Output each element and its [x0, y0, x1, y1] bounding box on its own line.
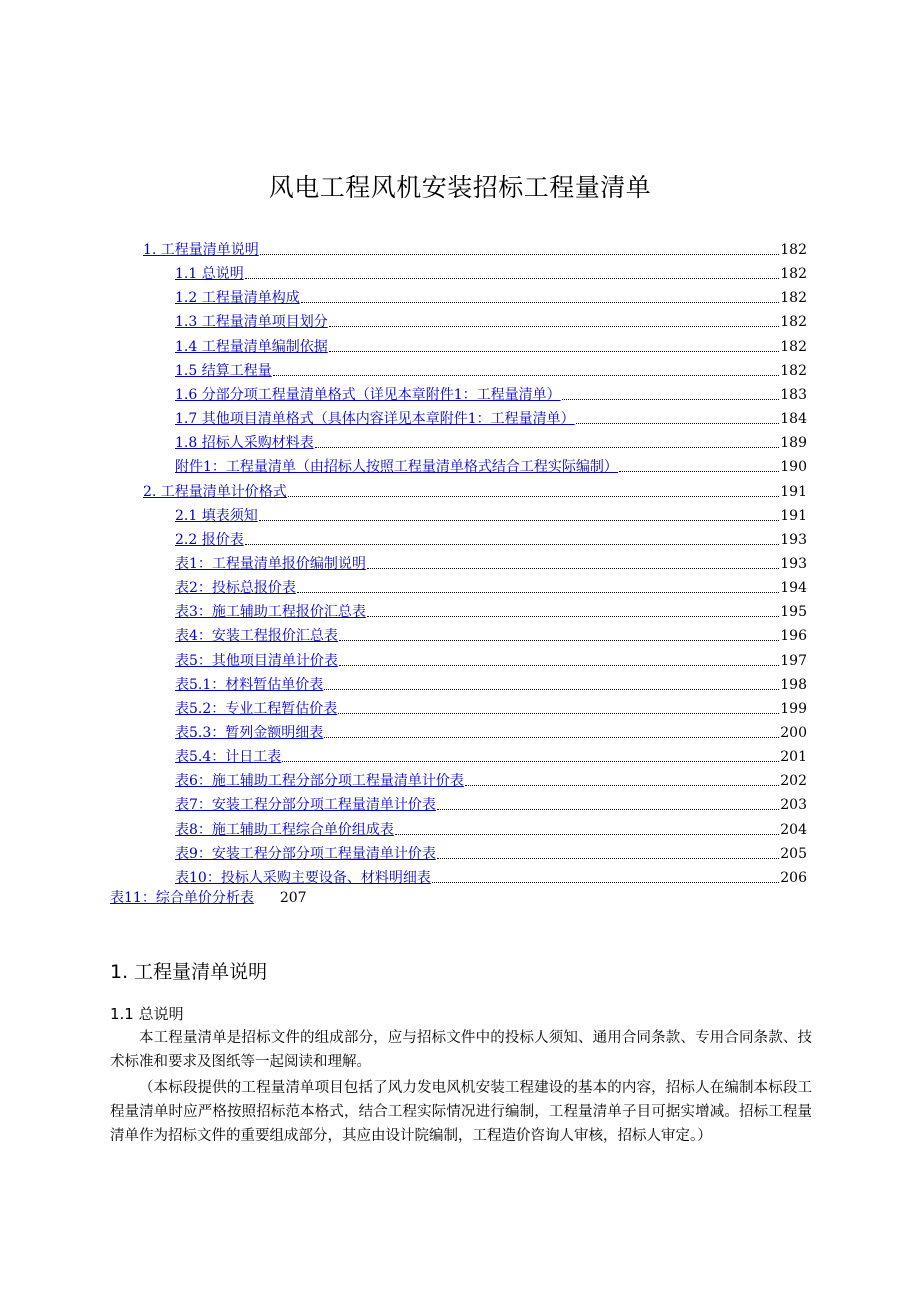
toc-link[interactable]: 表3：施工辅助工程报价汇总表	[175, 604, 366, 621]
toc-entry[interactable]	[175, 430, 807, 452]
toc-page-number: 195	[780, 604, 807, 621]
toc-link[interactable]: 1.2 工程量清单构成	[175, 290, 300, 307]
toc-leader-dots	[432, 881, 779, 883]
toc-entry[interactable]	[175, 648, 807, 670]
toc-leader-dots	[245, 277, 780, 279]
toc-link[interactable]: 2.1 填表须知	[175, 507, 258, 524]
toc-leader-dots	[297, 591, 779, 593]
toc-page-number: 200	[780, 725, 807, 741]
toc-page-number: 199	[780, 700, 807, 717]
toc-page-number: 198	[780, 676, 807, 693]
toc-page-number: 203	[780, 797, 807, 814]
toc-entry[interactable]	[175, 334, 807, 356]
toc-link[interactable]: 附件1：工程量清单（由招标人按照工程量清单格式结合工程实际编制）	[175, 459, 618, 476]
toc-entry[interactable]	[175, 309, 807, 331]
toc-link[interactable]: 1.4 工程量清单编制依据	[175, 338, 328, 355]
toc-page-number: 182	[780, 266, 807, 283]
toc-leader-dots	[329, 325, 780, 327]
toc-leader-dots	[259, 519, 780, 521]
toc-leader-dots	[437, 808, 779, 810]
toc-page-number: 193	[780, 531, 807, 548]
toc-leader-dots	[315, 446, 780, 448]
toc-entry[interactable]	[175, 285, 807, 307]
toc-leader-dots	[339, 664, 779, 666]
toc-entry[interactable]	[175, 358, 807, 380]
toc-entry[interactable]	[175, 261, 807, 283]
toc-leader-dots	[395, 833, 779, 835]
toc-page-number: 194	[780, 580, 807, 597]
toc-page-number: 182	[780, 314, 807, 331]
toc-entry[interactable]	[175, 841, 807, 863]
subsection-heading: 1.1 总说明	[110, 1005, 184, 1023]
toc-entry[interactable]	[175, 792, 807, 814]
toc-page-number: 182	[780, 242, 807, 258]
toc-link[interactable]: 表1：工程量清单报价编制说明	[175, 555, 366, 572]
toc-entry[interactable]	[175, 503, 807, 525]
toc-entry[interactable]	[175, 672, 807, 694]
toc-page-number: 204	[780, 821, 807, 838]
toc-link[interactable]: 表11：综合单价分析表	[110, 890, 254, 906]
toc-page-number: 190	[780, 459, 807, 476]
toc-entry[interactable]	[175, 382, 807, 404]
toc-entry[interactable]	[175, 817, 807, 839]
toc-link[interactable]: 表4：安装工程报价汇总表	[175, 628, 338, 645]
toc-page-number: 182	[780, 290, 807, 307]
toc-link[interactable]: 1.7 其他项目清单格式（具体内容详见本章附件1：工程量清单）	[175, 411, 575, 428]
toc-link[interactable]: 表9：安装工程分部分项工程量清单计价表	[175, 845, 436, 862]
toc-entry[interactable]	[175, 406, 807, 428]
toc-leader-dots	[282, 760, 779, 762]
toc-page-number: 184	[780, 411, 807, 428]
toc-entry[interactable]	[175, 551, 807, 573]
toc-leader-dots	[245, 543, 780, 545]
toc-page-number: 205	[780, 845, 807, 862]
toc-leader-dots	[367, 615, 779, 617]
toc-link[interactable]: 1.1 总说明	[175, 266, 244, 283]
toc-entry[interactable]	[175, 865, 807, 887]
toc-leader-dots	[301, 301, 780, 303]
paragraph: （本标段提供的工程量清单项目包括了风力发电风机安装工程建设的基本的内容，招标人在编制本标段工程量清单时应严格按照招标范本格式，结合工程实际情况进行编制，工程量清单子目可据实增减。招标工程量清单作为招标文件的重要组成部分，其应由设计院编制，工程造价咨询人审核，招标人审定。）	[110, 1080, 812, 1144]
toc-page-number: 197	[780, 652, 807, 669]
toc-leader-dots	[562, 398, 780, 400]
toc-leader-dots	[329, 350, 780, 352]
toc-leader-dots	[273, 374, 780, 376]
toc-entry[interactable]	[175, 696, 807, 718]
paragraph: 本工程量清单是招标文件的组成部分，应与招标文件中的投标人须知、通用合同条款、专用合同条款、技术标准和要求及图纸等一起阅读和理解。	[110, 1030, 812, 1070]
toc-leader-dots	[338, 712, 779, 714]
toc-leader-dots	[437, 857, 779, 859]
toc-link[interactable]: 2. 工程量清单计价格式	[143, 483, 287, 500]
toc-page-number: 202	[780, 773, 807, 790]
toc-page-number: 196	[780, 628, 807, 645]
section-heading: 1. 工程量清单说明	[110, 961, 268, 983]
toc-page-number: 189	[780, 435, 807, 452]
toc-link[interactable]: 表8：施工辅助工程综合单价组成表	[175, 821, 394, 838]
toc-link[interactable]: 表7：安装工程分部分项工程量清单计价表	[175, 797, 436, 814]
toc-link[interactable]: 1.8 招标人采购材料表	[175, 435, 314, 452]
toc-entry[interactable]	[175, 527, 807, 549]
toc-link[interactable]: 1.5 结算工程量	[175, 362, 272, 379]
toc-page-number: 182	[780, 362, 807, 379]
toc-entry[interactable]	[175, 623, 807, 645]
toc-link[interactable]: 表6：施工辅助工程分部分项工程量清单计价表	[175, 773, 464, 790]
toc-link[interactable]: 表2：投标总报价表	[175, 580, 296, 597]
toc-page-number: 206	[780, 869, 807, 886]
toc-leader-dots	[367, 567, 779, 569]
toc-link[interactable]: 表5.4：计日工表	[175, 749, 282, 766]
page-title: 风电工程风机安装招标工程量清单	[268, 173, 652, 202]
toc-leader-dots	[465, 784, 779, 786]
toc-link[interactable]: 1. 工程量清单说明	[143, 242, 259, 258]
toc-link[interactable]: 1.6 分部分项工程量清单格式（详见本章附件1：工程量清单）	[175, 386, 561, 403]
toc-entry[interactable]	[175, 720, 807, 742]
toc-leader-dots	[324, 688, 779, 690]
toc-page-number: 191	[780, 507, 807, 524]
toc-link[interactable]: 表5.1：材料暂估单价表	[175, 676, 324, 693]
toc-entry[interactable]	[175, 575, 807, 597]
toc-link[interactable]: 1.3 工程量清单项目划分	[175, 314, 328, 331]
toc-entry[interactable]	[175, 454, 807, 476]
toc-link[interactable]: 表5.3：暂列金额明细表	[175, 725, 324, 741]
toc-page-number: 182	[780, 338, 807, 355]
toc-leader-dots	[339, 639, 779, 641]
toc-link[interactable]: 表5：其他项目清单计价表	[175, 652, 338, 669]
toc-page-number: 183	[780, 386, 807, 403]
toc-leader-dots	[619, 470, 779, 472]
toc-page-number: 193	[780, 555, 807, 572]
toc-entry[interactable]	[175, 768, 807, 790]
toc-link[interactable]: 2.2 报价表	[175, 531, 244, 548]
toc-page-number: 201	[780, 749, 807, 766]
toc-entry-last[interactable]	[110, 889, 307, 907]
toc-entry[interactable]	[175, 599, 807, 621]
toc-entry[interactable]	[143, 479, 807, 501]
toc-page-number: 207	[279, 890, 307, 906]
toc-leader-dots	[288, 495, 779, 497]
toc-link[interactable]: 表10：投标人采购主要设备、材料明细表	[175, 869, 431, 886]
toc-link[interactable]: 表5.2：专业工程暂估价表	[175, 700, 338, 717]
toc-entry[interactable]	[143, 237, 807, 259]
toc-leader-dots	[260, 253, 779, 255]
toc-page-number: 191	[780, 483, 807, 500]
toc-leader-dots	[324, 736, 779, 738]
toc-leader-dots	[576, 422, 780, 424]
toc-entry[interactable]	[175, 744, 807, 766]
